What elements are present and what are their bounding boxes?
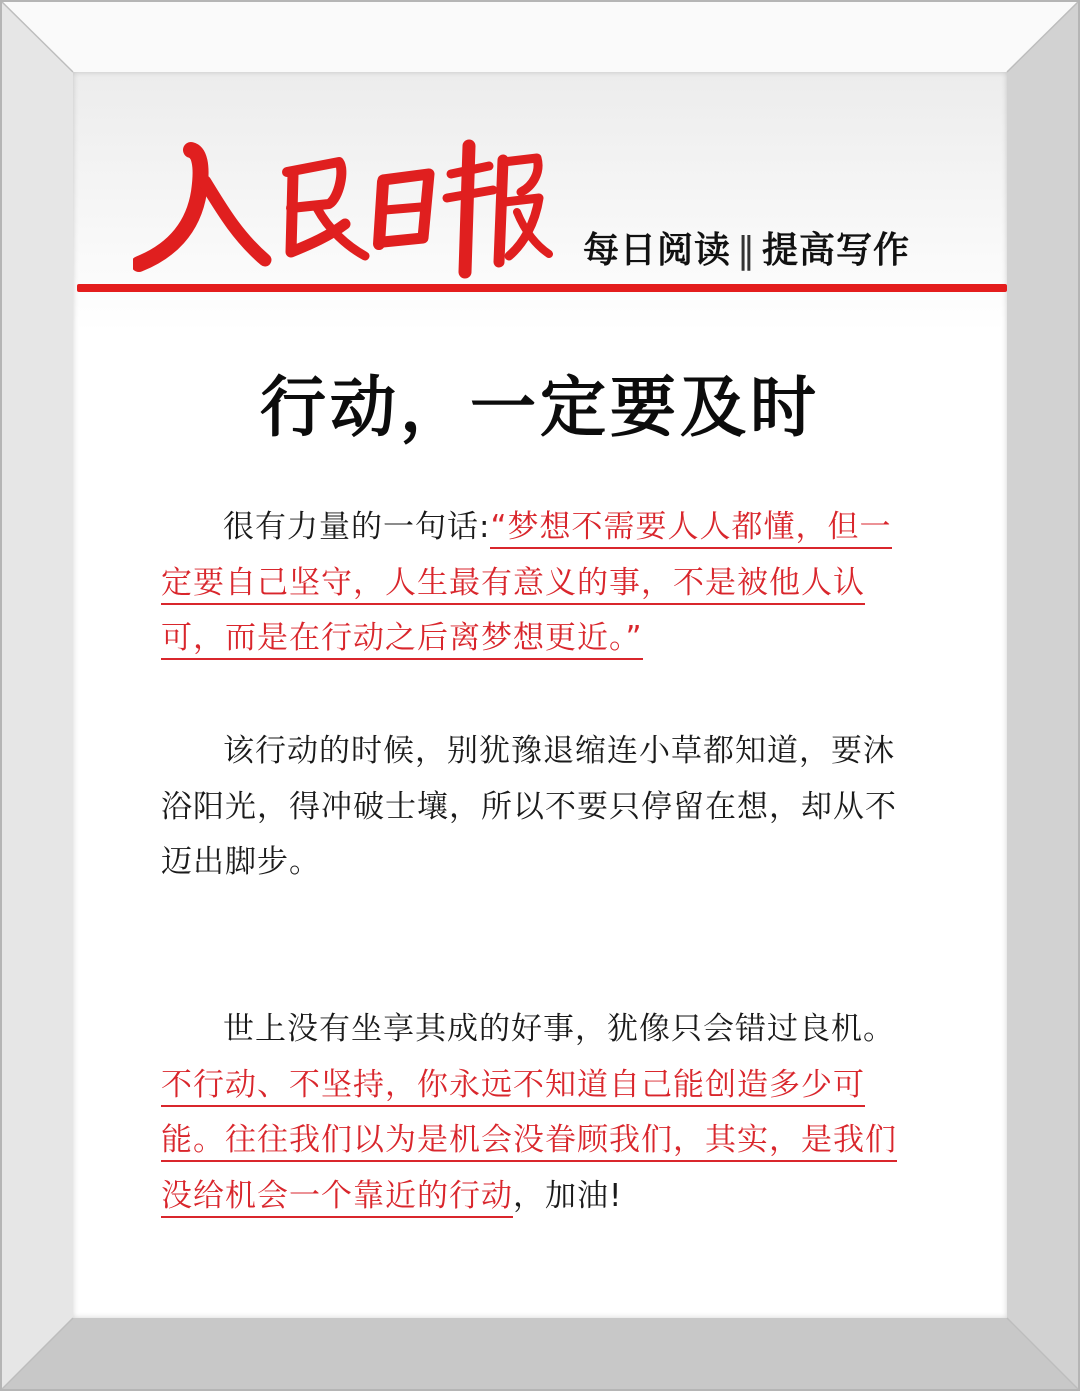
paragraph-1-quote-highlight: “梦想不需要人人都懂，但一定要自己坚守，人生最有意义的事，不是被他人认可，而是在行动之后离梦想更近。” xyxy=(161,509,892,660)
tagline-improve-writing: 提高写作 xyxy=(762,230,911,271)
article-title: 行动，一定要及时 xyxy=(260,369,820,446)
masthead-red-rule xyxy=(77,284,1007,292)
newspaper-page xyxy=(73,72,1007,1318)
people-daily-logo xyxy=(133,112,553,282)
paragraph-3-lead: 世上没有坐享其成的好事，犹像只会错过良机。 xyxy=(223,1011,895,1047)
masthead-tagline xyxy=(583,222,910,273)
paragraph-2-text: 该行动的时候，别犹豫退缩连小草都知道，要沐浴阳光，得冲破士壤，所以不要只停留在想，却从不迈出脚步。 xyxy=(161,733,897,880)
tagline-daily-reading: 每日阅读 xyxy=(583,230,732,271)
calligraphy-logo xyxy=(133,112,553,282)
paragraph-3 xyxy=(161,1002,921,1224)
paragraph-1-lead: 很有力量的一句话: xyxy=(223,509,491,545)
tagline-separator: ‖ xyxy=(737,230,757,271)
paragraph-3-tail: ，加油! xyxy=(513,1177,623,1214)
paragraph-1 xyxy=(161,500,921,667)
paragraph-3-highlight: 不行动、不坚持，你永远不知道自己能创造多少可能。往往我们以为是机会没眷顾我们，其实，是我们没给机会一个靠近的行动 xyxy=(161,1067,897,1218)
paragraph-2 xyxy=(161,724,921,891)
